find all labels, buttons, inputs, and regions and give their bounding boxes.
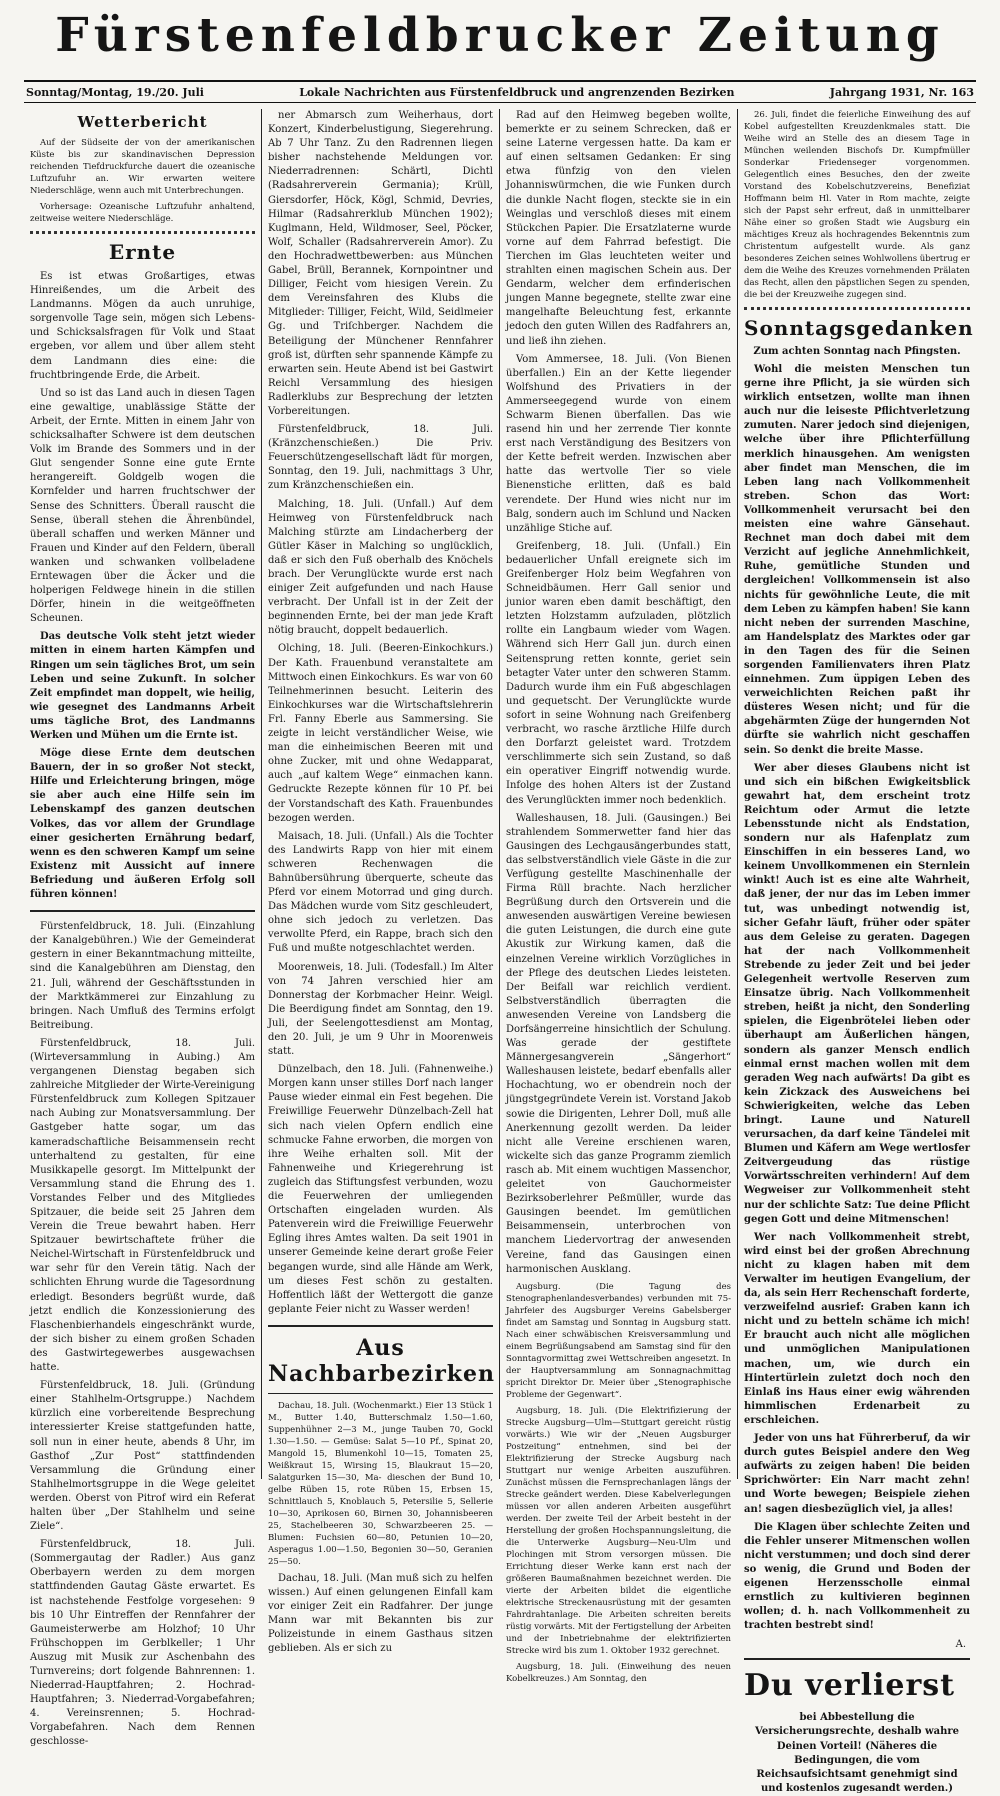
news-item: Rad auf den Heimweg begeben wollte, bemerkte er zu seinem Schrecken, daß er seine Laterne vergessen hatte. Da kam er auf einen seltsamen Gedanken: Er sing etwa fünfzig von den vielen Johanniswürmchen, die wie Funken durch die dunkle Nacht flogen, steckte sie in ein Weinglas und verschloß dieses mit einem Stückchen Papier. Die Ersatzlaterne wurde vorne auf dem Fahrrad befestigt. Die Tierchen im Glas leuchteten weiter und strahlten einen magischen Schein aus. Der Gendarm, welcher dem erfinderischen jungen Manne begegnete, stellte zwar eine mangelhafte Beleuchtung fest, erkannte jedoch den guten Willen des Radfahrers an, und ließ ihn ziehen. bbox=[506, 110, 731, 347]
news-item: Maisach, 18. Juli. (Unfall.) Als die Tochter des Landwirts Rapp von hier mit einem schweren Rechenwagen die Bahnübersührung überquerte, scheute das Pferd vor einem Motorrad und ging durch. Das Mädchen wurde vom Sitz geschleudert, ohne sich jedoch zu verletzen. Das verwollte Pferd, ein Rappe, brach sich den Fuß und mußte notgeschlachtet werden. bbox=[268, 830, 493, 955]
column-1 bbox=[24, 109, 262, 1748]
divider bbox=[268, 1393, 493, 1394]
divider bbox=[268, 1325, 493, 1327]
sunday-paragraph: Die Klagen über schlechte Zeiten und die Fehler unserer Mitmenschen wollen nicht verstummen; und doch sind derer so wenig, die Grund und Boden der eigenen Herzensscholle einmal ernstlich zu kultivieren beginnen wollen; d. h. nach Vollkommenheit zu trachten bestrebt sind! bbox=[744, 1521, 970, 1632]
news-item: Vom Ammersee, 18. Juli. (Von Bienen überfallen.) Ein an der Kette liegender Wolfshund des Privatiers in der Ammerseegegend wurde von einem Schwarm Bienen überfallen. Das wie rasend hin und her zerrende Tier konnte erst nach Verständigung des Besitzers von der Kette befreit werden. Inzwischen aber hatte das wertvolle Tier so viele Bienenstiche erlitten, daß es bald verendete. Der Hund wies nicht nur im Balg, sondern auch im Schlund und Nacken unzählige Stiche auf. bbox=[506, 353, 731, 534]
column-2 bbox=[262, 109, 500, 1655]
news-item: Walleshausen, 18. Juli. (Gausingen.) Bei strahlendem Sommerwetter fand hier das Gausingen des Lechgausängerbundes statt, das selbstverständlich viele Gäste in die zur Verfügung gestellte Maschinenhalle der Firma Rüll brachte. Nach herzlicher Begrüßung durch den Ortsverein und die anwesenden auswärtigen Vereine bewiesen die guten Leistungen, die durch eine gute Akustik zur Wirkung kamen, daß die einzelnen Vereine wirklich Vorzügliches in der Pflege des deutschen Liedes leisteten. Der Beifall war reichlich verdient. Selbstverständlich überragten die anwesenden Vereine von Landsberg die Dorfsängerreine hinsichtlich der Schulung. Was gerade der gestiftete Männergesangverein „Sängerhort“ Walleshausen leistete, bedarf ebenfalls aller Hochachtung, wo er obendrein noch der jüngstgegründete Verein ist. Vorstand Jakob sowie die Dirigenten, Lehrer Doll, muß alle Anerkennung gezollt werden. Da leider nicht alle Vereine erschienen waren, wickelte sich das ganze Programm ziemlich rasch ab. Mit einem wuchtigen Massenchor, geleitet von Gauchormeister Bezirksoberlehrer Peßmüller, wurde das Gausingen beendet. Im gemütlichen Beisammensein, unterbrochen von manchem Liedervortrag der anwesenden Vereine, fand das Gausingen einen harmonischen Ausklang. bbox=[506, 812, 731, 1275]
dateline-bar bbox=[24, 80, 976, 103]
advertisement-text: bei Abbestellung die Versicherungsrechte, deshalb wahre Deinen Vorteil! (Näheres die Bedingungen, die vom Reichsaufsichtsamt genehmigt sind und kostenlos zugesandt werden.) bbox=[755, 1712, 959, 1794]
news-item: Augsburg. (Die Tagung des Stenographenlandesverbandes) verbunden mit 75-Jahrfeier des Augsburger Vereins Gabelsberger findet am Samstag und Sonntag in Augsburg statt. Nach einer schwäbischen Kreisversammlung und einem Begrüßungsabend am Samstag sind für den Sonntagvormittag zwei Wettschreiben angesetzt. In der Hauptversammlung am Sonnagnachmittag spricht Direktor Dr. Meier über „Stenographische Probleme der Gegenwart“. bbox=[506, 1281, 731, 1400]
news-item: Fürstenfeldbruck, 18. Juli. (Einzahlung der Kanalgebühren.) Wie der Gemeinderat gestern in einer Bekanntmachung mitteilte, sind die Kanalgebühren am Dienstag, den 21. Juli, während der Geschäftsstunden in der Marktkämmerei zur Einzahlung zu bringen. Nach Umfluß des Termins erfolgt Beitreibung. bbox=[30, 921, 255, 1031]
harvest-heading: Ernte bbox=[108, 240, 177, 264]
sunday-thoughts-subtitle: Zum achten Sonntag nach Pfingsten. bbox=[753, 346, 961, 357]
divider bbox=[30, 231, 255, 234]
column-3 bbox=[500, 109, 738, 1684]
sunday-paragraph: Wer aber dieses Glaubens nicht ist und sich ein bißchen Ewigkeitsblick gewahrt hat, dem erscheint trotz Reichtum oder Armut die letzte Lebensstunde nicht als Endstation, sondern nur als Hafenplatz zum Einschiffen in ein besseres Land, wo keinem Unvollkommenen ein Sternlein winkt! Auch ist es eine alte Wahrheit, daß jener, der nur das im Leben immer tut, was unbedingt notwendig ist, sicher Gefahr läuft, früher oder später aus dem Geleise zu geraten. Dagegen hat der nach Vollkommenheit Strebende zu jeder Zeit und bei jeder Gelegenheit wertvolle Reserven zum Einsatze übrig. Nach Vollkommenheit streben, heißt ja nicht, den Sonderling spielen, die Eigenbrötelei lieben oder überhaupt am Äußerlichen hängen, sondern als ganzer Mensch endlich einmal ernst machen wollen mit dem geraden Weg nach aufwärts! Da gibt es kein Zickzack des Ausweichens bei Schwierigkeiten, welche das Leben bringt. Laune und Naturell verursachen, da darf keine Tändelei mit Blumen und Käfern am Wege wertlosfer Zeitvergeudung das rüstige Vorwärtsschreiten verhindern! Auf dem Wegweiser zur Vollkommenheit steht nur der schlichte Satz: Tue deine Pflicht gegen Gott und deine Mitmenschen! bbox=[744, 762, 970, 1225]
news-item: Dachau, 18. Juli. (Man muß sich zu helfen wissen.) Auf einen gelungenen Einfall kam vor einiger Zeit ein Radfahrer. Der junge Mann war mit Bekannten bis zur Polizeistunde in einem Gasthaus sitzen geblieben. Als er sich zu bbox=[268, 1572, 493, 1655]
harvest-paragraph: Und so ist das Land auch in diesen Tagen eine gewaltige, unablässige Stätte der Arbeit, der Ernte. Mitten in einem Jahr von schicksalhafter Schwere ist dem deutschen Volk im Brande des Sommers und in der Glut sengender Sonne eine gute Ernte herangereift. Goldgelb wogen die Kornfelder und harren fruchtschwer der Sense des Schnitters. Überall rauscht die Sense, überall stehen die Ährenbündel, überall schaffen und werken Männer und Frauen und Kinder auf den Feldern, überall wanken und schwanken vollbeladene Erntewagen über die Äcker und die holperigen Feldwege hinein in die stillen Dörfer, hinein in die weitgeöffneten Scheunen. bbox=[30, 387, 255, 625]
dateline-subtitle: Lokale Nachrichten aus Fürstenfeldbruck und angrenzenden Bezirken bbox=[299, 85, 735, 99]
dateline-date: Sonntag/Montag, 19./20. Juli bbox=[26, 85, 204, 99]
divider bbox=[30, 910, 255, 912]
news-item: Fürstenfeldbruck, 18. Juli. (Wirteversammlung in Aubing.) Am vergangenen Dienstag begaben sich zahlreiche Mitglieder der Wirte-Vereinigung Fürstenfeldbruck zum Kollegen Spitzauer nach Aubing zur Monatsversammlung. Der Gastgeber hatte sogar, um das kameradschaftliche Beisammensein recht unterhaltend zu gestalten, für eine Musikkapelle gesorgt. Im Mittelpunkt der Versammlung stand die Ehrung des 1. Vorstandes Felber und des Mitgliedes Spitzauer, die beide seit 25 Jahren dem Verein die Treue bewahrt haben. Herr Spitzauer bewirtschaftete früher die Neichel-Wirtschaft in Fürstenfeldbruck und war sehr für den Verein tätig. Nach der schlichten Ehrung wurde die Tagesordnung erledigt. Besonders begrüßt wurde, daß jetzt endlich die Konzessionierung des Flaschenbierhandels eingeschränkt wurde, der sich bisher zu einem großen Schaden des Gastwirtegewerbes ausgewachsen hatte. bbox=[30, 1037, 255, 1374]
sunday-paragraph: Wer nach Vollkommenheit strebt, wird einst bei der großen Abrechnung nicht zu klagen haben mit dem Verwalter im heutigen Evangelium, der da, als sein Herr Rechenschaft forderte, verzweifelnd ausrief: Graben kann ich nicht und zu betteln schäme ich mich! Er braucht auch nicht alle möglichen und unmöglichen Manipulationen machen, um, wie durch ein Hintertürlein zuletzt doch noch den Einlaß ins Haus einer ewig währenden himmlischen Erdenarbeit zu erschleichen. bbox=[744, 1231, 970, 1426]
news-item: Fürstenfeldbruck, 18. Juli. (Gründung einer Stahlhelm-Ortsgruppe.) Nachdem kürzlich eine vorbereitende Besprechung interessierter Kreise stattgefunden hatte, soll nun in einer heute, abends 8 Uhr, im Gasthof „Zur Post“ stattfindenden Versammlung die Gründung einer Stahlhelmortsgruppe in die Wege geleitet werden. Oberst von Pitrof wird ein Referat halten über „Der Stahlhelm und seine Ziele“. bbox=[30, 1380, 255, 1533]
news-item: Fürstenfeldbruck, 18. Juli. (Kränzchenschießen.) Die Priv. Feuerschützengesellschaft lädt für morgen, Sonntag, den 19. Juli, nachmittags 3 Uhr, zum Kränzchenschießen ein. bbox=[268, 424, 493, 492]
news-item: 26. Juli, findet die feierliche Einweihung des auf Kobel aufgestellten Kreuzdenkmales statt. Die Weihe wird an Stelle des an diesem Tage in München weilenden Bischofs Dr. Kumpfmüller Sonderkar Friedenseger vorgenommen. Gelegentlich eines Besuches, den der zweite Vorstand des Kobelschutzvereins, Benefiziat Hoffmann beim Hl. Vater in Rom machte, zeigte sich der Papst sehr erfreut, daß in unmittelbarer Nähe einer so großen Stadt wie Augsburg ein mächtiges Kreuz als hochragendes Bekenntnis zum Christentum aufgestellt wurde. Als ganz besonderes Zeichen seines Wohlwollens übertrug er dem die Weihe des Kreuzes vornehmenden Prälaten das Recht, allen den päpstlichen Segen zu spenden, die bei der Kreuzweihe zugegen sind. bbox=[744, 110, 970, 300]
harvest-paragraph: Möge diese Ernte dem deutschen Bauern, der in so großer Not steckt, Hilfe und Erleichterung bringen, möge sie aber auch eine Hilfe sein im Lebenskampf des ganzen deutschen Volkes, das vor allem der Grundlage einer gesicherten Ernährung bedarf, wenn es den schweren Kampf um seine Existenz mit Aussicht auf innere Befriedung und äußeren Erfolg soll führen können! bbox=[30, 748, 255, 901]
weather-heading: Wetterbericht bbox=[77, 113, 208, 131]
news-item: Augsburg, 18. Juli. (Die Elektrifizierung der Strecke Augsburg—Ulm—Stuttgart gereicht rüstig vorwärts.) Wie wir der „Neuen Augsburger Postzeitung“ entnehmen, sind bei der Elektrifizierung der Strecke Augsburg nach Stuttgart nur wenige Arbeiten auszuführen. Zunächst müssen die Fernsprechanlagen längs der Strecke geändert werden. Diese Kabelverlegungen müssen vor allen anderen Arbeiten ausgeführt werden. Der zweite Teil der Arbeit besteht in der Herstellung der großen Hochspannungsleitung, die die Unterwerke Augsburg—Neu-Ulm und Plochingen mit Strom versorgen müssen. Die Errichtung dieser Werke kann erst nach der größeren Baumaßnahmen bezeichnet werden. Die vierte der Arbeiten bildet die eigentliche elektrische Streckenausrüstung mit der gesamten Fahrdrahtanlage. Die Arbeiten schreiten bereits rüstig vorwärts. Mit der Fertigstellung der Arbeiten und der Inbetriebnahme der elektrifizierten Strecke wird bis zum 1. Oktober 1932 gerechnet. bbox=[506, 1405, 731, 1656]
divider bbox=[744, 307, 970, 310]
article-columns bbox=[24, 109, 976, 1794]
column-4 bbox=[738, 109, 976, 1794]
news-item: Greifenberg, 18. Juli. (Unfall.) Ein bedauerlicher Unfall ereignete sich im Greifenberger Holz beim Wegfahren von Schneidbäumen. Herr Gall senior und junior waren eben damit beschäftigt, den letzten Holzstamm aufzuladen, plötzlich rollte ein Langbaum wieder vom Wagen. Während sich Herr Gall jun. durch einen Seitensprung retten konnte, geriet sein betagter Vater unter den schweren Stamm. Dadurch wurde ihm ein Fuß abgeschlagen und gequetscht. Der Verunglückte wurde sofort in seine Wohnung nach Greifenberg verbracht, wo rasche ärztliche Hilfe durch den Dorfarzt geleistet ward. Trotzdem verschlimmerte sich sein Zustand, so daß ein operativer Eingriff notwendig wurde. Infolge des hohen Alters ist der Zustand des Verunglückten immer noch bedenklich. bbox=[506, 540, 731, 806]
divider bbox=[744, 1658, 970, 1660]
author-signature: A. bbox=[955, 1639, 966, 1651]
news-item: Olching, 18. Juli. (Beeren-Einkochkurs.) Der Kath. Frauenbund veranstaltete am Mittwoch einen Einkochkurs. Es war von 60 Teilnehmerinnen besucht. Leiterin des Einkochkurses war die Wirtschaftslehrerin Frl. Fanny Eberle aus Sammersing. Sie zeigte in leicht verständlicher Weise, wie man die einheimischen Beeren mit und ohne Zucker, mit und ohne Wedapparat, auch „auf kaltem Wege“ einmachen kann. Gedruckte Rezepte können für 10 Pf. bei der Vorstandschaft des Kath. Frauenbundes bezogen werden. bbox=[268, 643, 493, 824]
news-item: Fürstenfeldbruck, 18. Juli. (Sommergautag der Radler.) Aus ganz Oberbayern werden zu dem morgen stattfindenden Gautag Gäste erwartet. Es ist nachstehende Festfolge vorgesehen: 9 bis 10 Uhr Eintreffen der Rennfahrer der Gaumeisterwerbe am Holzhof; 10 Uhr Frühschoppen im Gerblkeller; 1 Uhr Auszug mit Musik zur Aschenbahn des Turnvereins; dort folgende Bahnrennen: 1. Niederrad-Hauptfahren; 2. Hochrad-Hauptfahren; 3. Niederrad-Vorgabefahren; 4. Vereinsrennen; 5. Hochrad-Vorgabefahren. Nach dem Rennen geschlosse- bbox=[30, 1539, 255, 1748]
neighbor-districts-heading: Aus Nachbarbezirken bbox=[268, 1334, 496, 1387]
harvest-paragraph: Das deutsche Volk steht jetzt wieder mitten in einem harten Kämpfen und Ringen um sein tägliches Brot, um sein Leben und seine Zukunft. In solcher Zeit empfindet man doppelt, wie heilig, wie gesegnet des Landmanns Arbeit ums tägliche Brot, des Landmanns Werken und Mühen um die Ernte ist. bbox=[30, 631, 255, 741]
sunday-paragraph: Jeder von uns hat Führerberuf, da wir durch gutes Beispiel andere den Weg aufwärts zu zeigen haben! Die beiden Sprichwörter: Ein Narr macht zehn! und Worte bewegen; Beispiele ziehen an! sagen diesbezüglich viel, ja alles! bbox=[744, 1433, 970, 1515]
masthead-title: Fürstenfeldbrucker Zeitung bbox=[55, 8, 945, 63]
news-item: ner Abmarsch zum Weiherhaus, dort Konzert, Kinderbelustigung, Siegerehrung. Ab 7 Uhr Tanz. Zu den Radrennen liegen bisher nachstehende Meldungen vor. Niederradrennen: Schärtl, Dichtl (Radsahrerverein Germania); Krüll, Giersdorfer, Höck, Kögl, Schmid, Devries, Hilmar (Radsahrerklub München 1902); Kuglmann, Held, Wildmoser, Seel, Pöcker, Wolf, Schaller (Radsahrerverein Amor). Zu den Hochradwettbewerben: aus München Gabel, Brüll, Berannek, Kornpointner und Dilliger, Feicht vom hiesigen Verein. Zu dem Vereinsfahren des Klubs die Mitglieder: Tilliger, Feicht, Wild, Seidlmeier Gg. und Triſchberger. Nachdem die Beteiligung der Münchener Rennfahrer groß ist, dürften sehr spannende Kämpfe zu erwarten sein. Heute Abend ist bei Gastwirt Reichl Versammlung des hiesigen Radlerklubs zur Besprechung der letzten Vorbereitungen. bbox=[268, 110, 493, 417]
news-item: Dünzelbach, den 18. Juli. (Fahnenweihe.) Morgen kann unser stilles Dorf nach langer Pause wieder einmal ein Fest begehen. Die Freiwillige Feuerwehr Dünzelbach-Zell hat sich nach vielen Opfern endlich eine schmucke Fahne erworben, die morgen von ihre Weihe erhalten soll. Mit der Fahnenweihe und Kriegerehrung ist zugleich das Stiftungsfest verbunden, wozu die Feuerwehren der umliegenden Ortschaften eingeladen wurden. Als Patenverein wird die Freiwillige Feuerwehr Egling ihres Amtes walten. Da seit 1901 in unserer Gemeinde keine derart große Feier begangen wurde, sind alle Hände am Werk, um dieses Fest schön zu gestalten. Hoffentlich läßt der Wettergott die ganze geplante Feier nicht zu Wasser werden! bbox=[268, 1064, 493, 1315]
sunday-thoughts-heading: Sonntagsgedanken bbox=[744, 316, 974, 340]
weather-text: Auf der Südseite der von der amerikanischen Küste bis zur skandinavischen Depression reichenden Tiefdruckfurche dauert die ozeanische Luftzufuhr an. Wir erwarten weitere Niederschläge, wenn auch mit Unterbrechungen. bbox=[30, 138, 255, 196]
harvest-paragraph: Es ist etwas Großartiges, etwas Hinreißendes, um die Arbeit des Landmanns. Mögen da auch unruhige, sorgenvolle Tage sein, mögen sich Lebens- und Schicksalsfragen für Volk und Staat ergeben, vor allem und über allem steht dem Landmann dies eine: die fruchtbringende Erde, die Arbeit. bbox=[30, 271, 255, 381]
news-item: Dachau, 18. Juli. (Wochenmarkt.) Eier 13 Stück 1 M., Butter 1.40, Butterschmalz 1.50—1.60, Suppenhühner 2—3 M., junge Tauben 70, Gockl 1.30—1.50. — Gemüse: Salat 5—10 Pf., Spinat 20, Mangold 15, Blumenkohl 10—15, Tomaten 25, Weißkraut 15, Wirsing 15, Blaukraut 15—20, Salatgurken 15—30, Ma- dieschen der Bund 10, gelbe Rüben 15, rote Rüben 15, Erbsen 15, Schnittlauch 5, Knoblauch 5, Petersilie 5, Sellerie 10—30, Aprikosen 60, Birnen 30, Johannisbeeren 25, Stachelbeeren 30, Schwarzbeeren 25. — Blumen: Fuchsien 60—80, Petunien 10—20, Asperagus 1.00—1.50, Begonien 30—50, Geranien 25—50. bbox=[268, 1400, 493, 1567]
news-item: Moorenweis, 18. Juli. (Todesfall.) Im Alter von 74 Jahren verschied hier am Donnerstag der Korbmacher Heinr. Weigl. Die Beerdigung findet am Sonntag, den 19. Juli, der Seelengottesdienst am Montag, den 20. Juli, je um 9 Uhr in Moorenweis statt. bbox=[268, 961, 493, 1058]
advertisement-heading: Du verlierst bbox=[744, 1668, 956, 1704]
sunday-paragraph: Wohl die meisten Menschen tun gerne ihre Pflicht, ja sie würden sich wirklich entsetzen, wollte man ihnen auch nur die leiseste Pflichtverletzung zumuten. Narer jedoch sind diejenigen, welche über ihre Pflichterfüllung merklich hinausgehen. Am wenigsten aber findet man Menschen, die im Leben lang nach Vollkommenheit streben. Schon das Wort: Vollkommenheit verursacht bei den meisten eine wahre Gänsehaut. Rechnet man doch dabei mit dem Verzicht auf jegliche Annehmlichkeit, Ruhe, gemütliche Stunden und dergleichen! Vollkommensein ist also nichts für gewöhnliche Leute, die mit dem Leben zu kämpfen haben! Sie kann nicht neben der surrenden Maschine, am Handelsplatz des Marktes oder gar in den Tagen des für die Seinen sorgenden Familienvaters ihren Platz einnehmen. Zum üppigen Leben des verweichlichten Reichen paßt ihr düsteres Wesen nicht; und für die abgehärmten Züge der hungernden Not dürfte sie wahrlich nicht geschaffen sein. So denkt die breite Masse. bbox=[744, 364, 970, 756]
news-item: Augsburg, 18. Juli. (Einweihung des neuen Kobelkreuzes.) Am Sonntag, den bbox=[506, 1661, 731, 1684]
news-item: Malching, 18. Juli. (Unfall.) Auf dem Heimweg von Fürstenfeldbruck nach Malching stürzte am Lindacherberg der Gütler Käser in Malching so unglücklich, daß er sich den Fuß oberhalb des Knöchels brach. Der Verunglückte wurde erst nach einiger Zeit aufgefunden und nach Hause verbracht. Der Unfall ist in der Zeit der beginnenden Ernte, bei der man jede Kraft nötig braucht, doppelt bedauerlich. bbox=[268, 498, 493, 637]
dateline-issue: Jahrgang 1931, Nr. 163 bbox=[829, 85, 974, 99]
weather-forecast: Vorhersage: Ozeanische Luftzufuhr anhaltend, zeitweise weitere Niederschläge. bbox=[30, 202, 255, 224]
